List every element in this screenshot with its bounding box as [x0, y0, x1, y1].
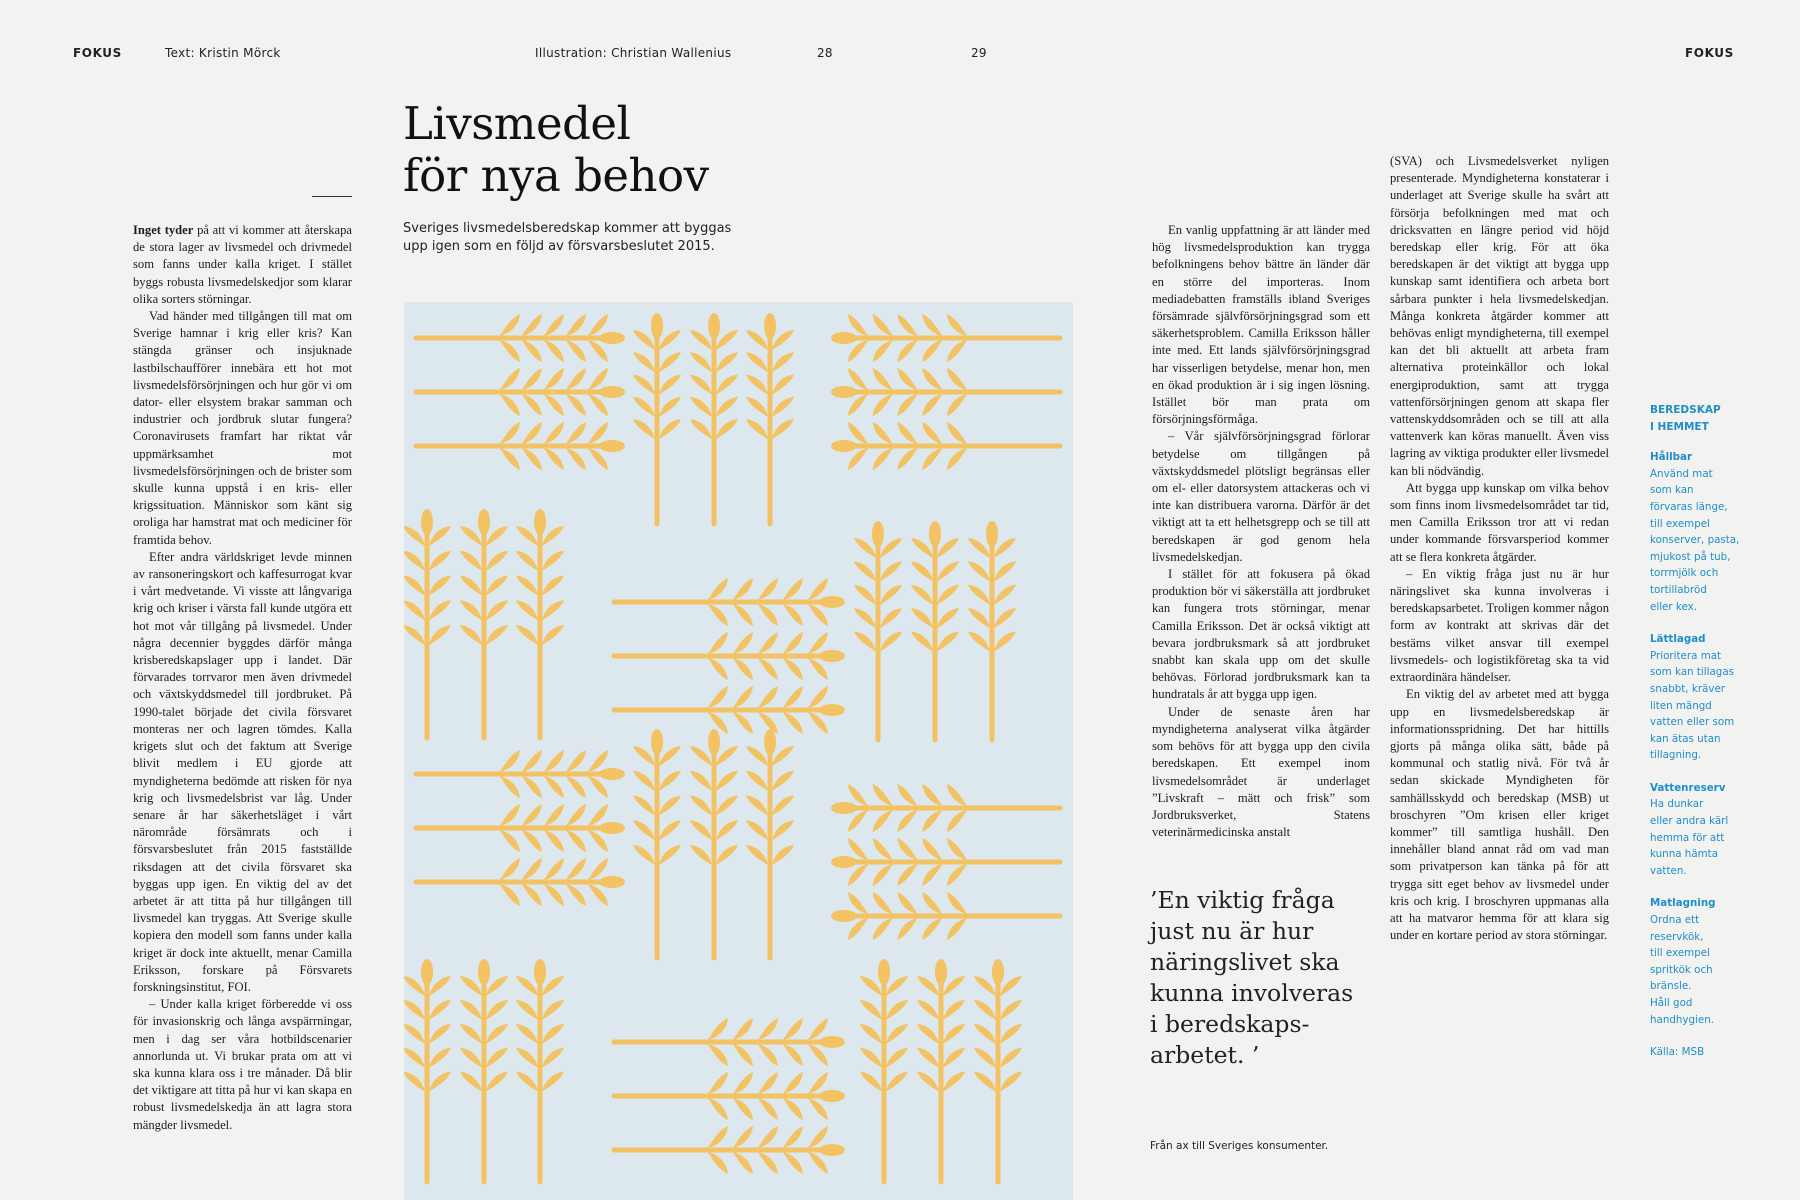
quote-line: just nu är hur [1150, 917, 1314, 945]
wheat-stalk-icon [854, 521, 902, 740]
sidebar-item-line: hemma för att [1650, 831, 1725, 844]
wheat-stalk-icon [746, 313, 794, 524]
sidebar-item-line: till exempel [1650, 947, 1710, 960]
quote-line: ’En viktig fråga [1150, 886, 1335, 914]
sidebar-item-line: mjukost på tub, [1650, 550, 1731, 563]
body-column-4 [1390, 153, 1609, 944]
wheat-stalk-icon [404, 959, 451, 1182]
sidebar-item-text [1650, 796, 1750, 879]
title-line-2: för nya behov [403, 149, 709, 202]
column-rule [312, 196, 352, 197]
paragraph: I stället för att fokusera på ökad produktion bör vi säkerställa att jordbruket kan fungera trots störningar, menar Camilla Eriksson. Det är också viktigt att bevara jordbruksmark så att jordbruket snabbt kan skala upp om det skulle behövas. Förlorad jordbruksmark kan ta hundratals år att bygga upp igen. [1152, 567, 1370, 702]
sidebar-item-line: handhygien. [1650, 1013, 1715, 1026]
page-number-right: 29 [971, 46, 987, 60]
sidebar-item-line: förvaras länge, [1650, 500, 1728, 513]
wheat-stalk-icon [416, 368, 625, 416]
preparedness-sidebar [1650, 402, 1750, 1061]
wheat-stalk-icon [831, 422, 1060, 470]
paragraph: (SVA) och Livsmedelsverket nyligen presenterade. Myndigheterna konstaterar i underlaget att Sverige skulle ha svårt att försörja befolkningen med mat och dricksvatten en längre period vid höjd beredskap eller krig. För att öka beredskapen är det viktigt att bygga upp kunskap samt identifiera och arbeta bort sårbara punkter i hela livsmedelskedjan. Många konkreta åtgärder kommer att behövas enligt myndigheterna, till exempel kan det bli aktuellt att arbeta fram alternativa proteinkällor och lokal energiproduktion, samt att trygga vattenförsörjningen genom att skapa fler vattenskyddsområden och se till att alla vattenverk kan köras manuellt. Även viss lagring av viktiga produkter eller livsmedel kan bli nödvändig. [1390, 154, 1609, 478]
wheat-stalk-icon [911, 521, 959, 740]
paragraph: Efter andra världskriget levde minnen av ransoneringskort och kaffesurrogat kvar i vårt medvetande. Vi visste att långvariga krig och kriser i värsta fall kunde utgöra ett hot mot vår tillgång på livsmedel. Under några decennier byggdes därför många krisberedskapslager upp i landet. Där förvarades torrvaror men även drivmedel och växtskyddsmedel till jordbruket. På 1990-talet började det civila försvaret monteras ner och lagren tömdes. Kalla krigets slut och det faktum att Sverige blivit medlem i EU gjorde att myndigheterna bedömde att risken för nya krig och livsmedelsbrist var låg. Under senare år har säkerhetsläget i vårt närområde försämrats och i försvarsbeslutet från 2015 fastställde riksdagen att det civila försvaret ska byggas upp igen. En viktig del av det arbetet är att titta på hur tillgången till livsmedel kan tryggas. Att Sverige skulle kopiera den modell som fanns under kalla kriget är dock inte aktuellt, menar Camilla Eriksson, forskare på Försvarets forskningsinstitut, FOI. [133, 549, 352, 994]
wheat-stalk-icon [860, 959, 908, 1182]
sidebar-item-line: konserver, pasta, [1650, 534, 1740, 547]
wheat-stalk-icon [746, 729, 794, 958]
wheat-stalk-icon [917, 959, 965, 1182]
sidebar-item-text [1650, 466, 1750, 615]
wheat-stalk-icon [516, 509, 564, 738]
sidebar-item-line: kan ätas utan [1650, 732, 1721, 745]
sidebar-item-line: som kan tillagas [1650, 666, 1734, 679]
paragraph: En viktig del av arbetet med att bygga upp en livsmedelsberedskap är informationsspridning. Det har hittills gjorts på många olika sätt, både på kommunal och statlig nivå. För två år sedan skickade Myndigheten för samhällsskydd och beredskap (MSB) ut broschyren ”Om krisen eller kriget kommer” till samtliga hushåll. Den innehåller bland annat råd om vad man som privatperson kan tänka på för att trygga sitt eget behov av livsmedel under kris och krig. I broschyren uppmanas alla att ha matvaror hemma för att klara sig under en kortare period av stora störningar. [1390, 687, 1609, 943]
quote-line: i beredskaps- [1150, 1010, 1310, 1038]
sidebar-title [1650, 402, 1750, 435]
article-title [403, 98, 709, 202]
sidebar-item-line: torrmjölk och [1650, 567, 1719, 580]
wheat-stalk-icon [690, 729, 738, 958]
sidebar-item [1650, 631, 1750, 764]
sidebar-item-line: Prioritera mat [1650, 649, 1722, 662]
sidebar-item-line: liten mängd [1650, 699, 1712, 712]
pull-quote [1150, 885, 1380, 1071]
sidebar-item-line: kunna hämta [1650, 848, 1719, 861]
article-lede: Sveriges livsmedelsberedskap kommer att byggas upp igen som en följd av försvarsbeslutet 2015. [403, 221, 732, 254]
section-label-right: FOKUS [1685, 46, 1734, 60]
wheat-stalk-icon [614, 1126, 845, 1174]
sidebar-item-text [1650, 648, 1750, 764]
sidebar-source: Källa: MSB [1650, 1046, 1705, 1059]
wheat-stalk-icon [974, 959, 1022, 1182]
illustration-credit: Illustration: Christian Wallenius [535, 46, 732, 60]
wheat-stalk-icon [416, 804, 625, 852]
wheat-stalk-icon [633, 313, 681, 524]
sidebar-item-heading: Matlagning [1650, 897, 1716, 910]
sidebar-item-heading: Hållbar [1650, 451, 1693, 464]
wheat-stalk-icon [614, 632, 845, 680]
page-number-left: 28 [817, 46, 833, 60]
wheat-stalk-icon [416, 422, 625, 470]
sidebar-item-line: eller kex. [1650, 600, 1698, 613]
sidebar-item-line: vatten. [1650, 864, 1687, 877]
wheat-stalk-icon [831, 314, 1060, 362]
lead-paragraph [133, 222, 352, 308]
paragraph: Under de senaste åren har myndigheterna analyserat vilka åtgärder som behövs för att bygga upp den civila beredskapen. Ett exempel inom livsmedelsområdet är underlaget ”Livskraft – mätt och frisk” som Jordbruksverket, Statens veterinärmedicinska anstalt [1152, 704, 1370, 840]
sidebar-item-line: Håll god [1650, 997, 1693, 1009]
wheat-stalk-icon [614, 578, 845, 626]
sidebar-item-line: reservkök, [1650, 930, 1704, 943]
wheat-stalk-pattern-icon [404, 302, 1073, 1200]
sidebar-title-line: BEREDSKAP [1650, 404, 1721, 416]
paragraph: – Vår självförsörjningsgrad förlorar betydelse om tillgången på växtskyddsmedel plötsligt begränsas eller om el- eller datorsystem attackeras och vi inte kan distribuera varorna. Därför är det viktigt att ta ett helhetsgrepp och se till att beredskapen är god genom hela livsmedelskedjan. [1152, 429, 1370, 564]
wheat-stalk-icon [831, 892, 1060, 940]
paragraph: – Under kalla kriget förberedde vi oss för invasionskrig och långa avspärrningar, men i dag ser våra hotbildscenarier annorlunda ut. Vi brukar prata om att vi ska kunna klara oss i tre månader. Då blir det viktigare att titta på hur vi kan skapa en robust livsmedelskedja än att lagra stora mängder livsmedel. [133, 997, 352, 1132]
lead-bold: Inget tyder [133, 223, 194, 237]
wheat-stalk-icon [460, 959, 508, 1182]
sidebar-item-line: tillagning. [1650, 749, 1702, 762]
paragraph: En vanlig uppfattning är att länder med hög livsmedelsproduktion kan trygga befolkningens behov bättre än länder där en större del importeras. Inom mediadebatten framställs ibland Sveriges försämrade självförsörjningsgrad som ett säkerhetsproblem. Camilla Eriksson håller inte med. Ett lands självförsörjningsgrad har visserligen betydelse, menar hon, men en ökad produktion är i sig ingen lösning. Istället bör man prata om försörjningsförmåga. [1152, 223, 1370, 427]
wheat-stalk-icon [614, 1072, 845, 1120]
sidebar-item-line: tortillabröd [1650, 583, 1707, 596]
wheat-stalk-icon [416, 750, 625, 798]
wheat-stalk-icon [614, 686, 845, 734]
sidebar-item-line: eller andra kärl [1650, 815, 1729, 828]
sidebar-item [1650, 780, 1750, 880]
wheat-stalk-icon [416, 314, 625, 362]
sidebar-item-text [1650, 912, 1750, 1028]
section-label-left: FOKUS [73, 46, 122, 60]
sidebar-item [1650, 895, 1750, 1028]
sidebar-item-line: bränsle. [1650, 980, 1692, 993]
sidebar-item-line: som kan [1650, 484, 1694, 497]
sidebar-item-line: snabbt, kräver [1650, 682, 1726, 695]
body-column-1 [133, 222, 352, 1134]
wheat-illustration [404, 302, 1073, 1200]
wheat-stalk-icon [460, 509, 508, 738]
paragraph: Vad händer med tillgången till mat om Sverige hamnar i krig eller kris? Kan stängda gränser och insjuknade lastbilschaufförer innebära ett hot mot livsmedelsförsörjningen och hur gör vi om dator- eller elsystem brakar samman och industrier och jordbruk slutar fungera? Coronavirusets framfart har riktat vår uppmärksamhet mot livsmedelsförsörjningen och de brister som skulle kunna uppstå i en kris- eller krigssituation. Människor som känt sig oroliga har hamstrat mat och mediciner för framtida behov. [133, 309, 352, 547]
text-credit: Text: Kristin Mörck [165, 46, 281, 60]
sidebar-item-line: Använd mat [1650, 467, 1713, 480]
title-line-1: Livsmedel [403, 97, 631, 150]
sidebar-item-heading: Lättlagad [1650, 633, 1706, 646]
sidebar-item-heading: Vattenreserv [1650, 781, 1726, 794]
sidebar-item-line: Ha dunkar [1650, 798, 1704, 811]
quote-line: arbetet. ’ [1150, 1041, 1260, 1069]
quote-line: kunna involveras [1150, 979, 1354, 1007]
sidebar-item-line: Ordna ett [1650, 914, 1700, 927]
wheat-stalk-icon [633, 729, 681, 958]
sidebar-title-line: I HEMMET [1650, 420, 1709, 433]
wheat-stalk-icon [516, 959, 564, 1182]
sidebar-item-line: vatten eller som [1650, 716, 1735, 729]
illustration-caption: Från ax till Sveriges konsumenter. [1150, 1140, 1329, 1152]
wheat-stalk-icon [404, 509, 451, 738]
sidebar-item-line: till exempel [1650, 517, 1710, 530]
sidebar-item-line: spritkök och [1650, 963, 1713, 976]
sidebar-item [1650, 449, 1750, 615]
wheat-stalk-icon [614, 1018, 845, 1066]
wheat-stalk-icon [968, 521, 1016, 740]
wheat-stalk-icon [831, 838, 1060, 886]
wheat-stalk-icon [831, 784, 1060, 832]
paragraph: Att bygga upp kunskap om vilka behov som finns inom livsmedelsområdet tar tid, men Camilla Eriksson tror att vi redan under kommande försvarsperiod kommer att se flera konkreta åtgärder. [1390, 480, 1609, 564]
body-column-3 [1152, 222, 1370, 841]
quote-line: näringslivet ska [1150, 948, 1340, 976]
wheat-stalk-icon [831, 368, 1060, 416]
wheat-stalk-icon [416, 858, 625, 906]
lead-text: på att vi kommer att återskapa de stora lager av livsmedel och drivmedel som fanns under kalla kriget. I stället byggs robusta livsmedelskedjor som klarar olika sorters störningar. [133, 223, 352, 306]
wheat-stalk-icon [690, 313, 738, 524]
paragraph: – En viktig fråga just nu är hur näringslivet ska kunna involveras i beredskapsarbetet. Troligen kommer någon form av kontrakt att skrivas där det bestäms vilket ansvar till exempel livsmedels- och logistikföretag ska ta vid extraordinära händelser. [1390, 566, 1609, 685]
